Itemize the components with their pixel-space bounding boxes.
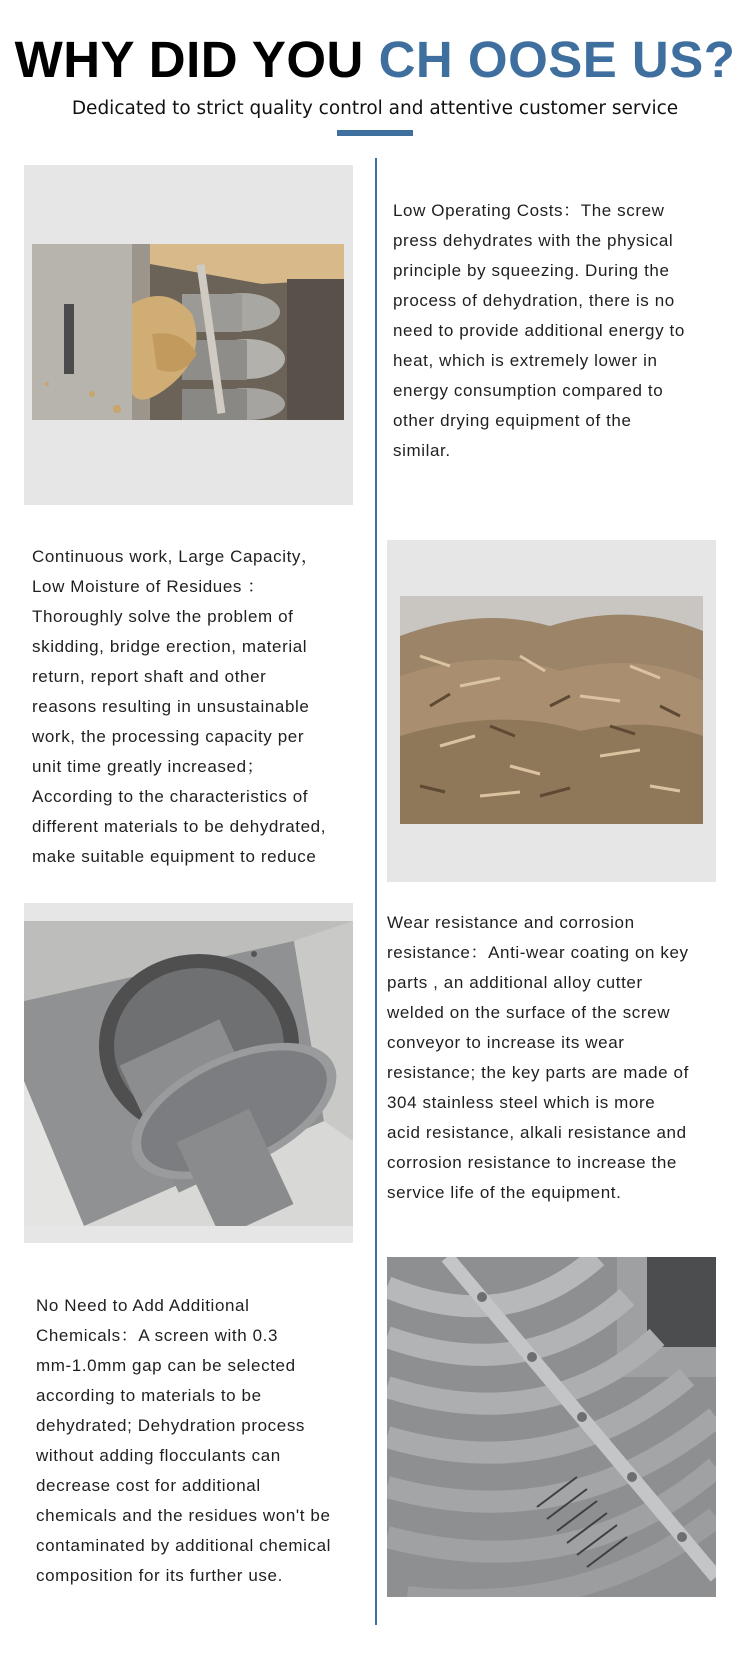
feature-2-line: unit time greatly increased； xyxy=(32,757,265,776)
title-part-blue: CH OOSE US? xyxy=(378,31,736,88)
feature-4-line: No Need to Add Additional xyxy=(36,1296,250,1315)
feature-4-line: Chemicals：A screen with 0.3 xyxy=(36,1326,279,1345)
feature-3-line: welded on the surface of the screw xyxy=(387,1003,671,1022)
feature-4-line: without adding flocculants can xyxy=(36,1446,281,1465)
feature-2-line: make suitable equipment to reduce xyxy=(32,847,317,866)
feature-2-image-panel xyxy=(387,540,716,882)
feature-3-line: 304 stainless steel which is more xyxy=(387,1093,656,1112)
feature-1-line: process of dehydration, there is no xyxy=(393,291,675,310)
screen-mesh-screw-photo xyxy=(387,1257,716,1597)
feature-1-line: Low Operating Costs：The screw xyxy=(393,201,665,220)
feature-2-text xyxy=(32,542,372,872)
feature-1-line: energy consumption compared to xyxy=(393,381,664,400)
feature-2-line: Continuous work, Large Capacity， xyxy=(32,547,319,566)
feature-3-line: acid resistance, alkali resistance and xyxy=(387,1123,687,1142)
page-title xyxy=(0,30,750,90)
feature-1-line: similar. xyxy=(393,441,451,460)
feature-2-line: return, report shaft and other xyxy=(32,667,267,686)
feature-4-line: mm-1.0mm gap can be selected xyxy=(36,1356,296,1375)
feature-1-line: need to provide additional energy to xyxy=(393,321,685,340)
feature-4-line: contaminated by additional chemical xyxy=(36,1536,332,1555)
page-subtitle: Dedicated to strict quality control and attentive customer service xyxy=(71,98,679,119)
dry-residue-fiber-photo xyxy=(400,596,703,824)
feature-2-line: reasons resulting in unsustainable xyxy=(32,697,310,716)
feature-4-line: decrease cost for additional xyxy=(36,1476,261,1495)
feature-3-text xyxy=(387,908,732,1208)
feature-4-text xyxy=(36,1291,371,1591)
feature-4-line: dehydrated; Dehydration process xyxy=(36,1416,306,1435)
dewatering-screw-sludge-photo xyxy=(32,244,344,420)
feature-3-image-panel xyxy=(24,903,353,1243)
feature-1-image-panel xyxy=(24,165,353,505)
screw-conveyor-hopper-photo xyxy=(24,921,353,1226)
feature-3-line: conveyor to increase its wear xyxy=(387,1033,625,1052)
title-accent-bar xyxy=(337,130,413,136)
feature-3-line: resistance：Anti-wear coating on key xyxy=(387,943,689,962)
feature-1-text xyxy=(393,196,733,466)
feature-4-line: composition for its further use. xyxy=(36,1566,283,1585)
feature-4-line: according to materials to be xyxy=(36,1386,262,1405)
feature-1-line: press dehydrates with the physical xyxy=(393,231,674,250)
feature-2-line: skidding, bridge erection, material xyxy=(32,637,308,656)
feature-3-line: parts , an additional alloy cutter xyxy=(387,973,643,992)
feature-3-line: resistance; the key parts are made of xyxy=(387,1063,689,1082)
feature-1-line: other drying equipment of the xyxy=(393,411,632,430)
feature-3-line: service life of the equipment. xyxy=(387,1183,622,1202)
feature-3-line: Wear resistance and corrosion xyxy=(387,913,635,932)
feature-3-line: corrosion resistance to increase the xyxy=(387,1153,677,1172)
feature-2-line: Low Moisture of Residues ： xyxy=(32,577,265,596)
feature-2-line: different materials to be dehydrated, xyxy=(32,817,327,836)
center-divider-line xyxy=(375,158,377,1625)
feature-2-line: Thoroughly solve the problem of xyxy=(32,607,294,626)
feature-1-line: heat, which is extremely lower in xyxy=(393,351,658,370)
feature-2-line: work, the processing capacity per xyxy=(32,727,305,746)
title-part-black: WHY DID YOU xyxy=(14,31,379,88)
feature-4-image-panel xyxy=(387,1257,716,1597)
feature-2-line: According to the characteristics of xyxy=(32,787,309,806)
feature-1-line: principle by squeezing. During the xyxy=(393,261,670,280)
feature-4-line: chemicals and the residues won't be xyxy=(36,1506,331,1525)
